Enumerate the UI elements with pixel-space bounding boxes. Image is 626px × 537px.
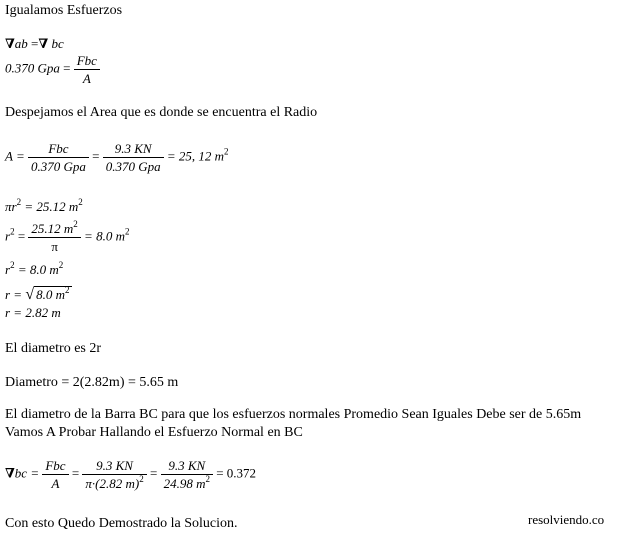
eq-lhs: 0.370 Gpa bbox=[5, 60, 60, 76]
equation-r-sqrt bbox=[5, 286, 72, 303]
fraction-numerator: 9.3 KN bbox=[82, 458, 146, 475]
eq-sign: = bbox=[68, 465, 83, 481]
fraction-numerator: Fbc bbox=[28, 141, 89, 158]
equation-r2 bbox=[5, 262, 63, 278]
fraction-numerator: Fbc bbox=[42, 458, 68, 475]
exponent: 2 bbox=[205, 474, 210, 484]
eq-lhs: πr bbox=[5, 199, 17, 214]
exponent: 2 bbox=[124, 226, 130, 237]
fraction-denominator bbox=[82, 475, 146, 491]
exponent: 2 bbox=[16, 197, 22, 207]
fraction-numerator bbox=[28, 221, 80, 238]
eq-sign: = bbox=[146, 465, 161, 481]
fraction-numerator: 9.3 KN bbox=[161, 458, 213, 475]
exponent: 2 bbox=[58, 260, 64, 270]
fraction bbox=[103, 141, 164, 174]
denominator-value: π·(2.82 m) bbox=[85, 476, 140, 491]
exponent: 2 bbox=[139, 474, 144, 484]
eq-rhs: = 0.372 bbox=[212, 465, 257, 481]
eq-var: bc bbox=[48, 36, 64, 51]
eq-rhs: = 8.0 m bbox=[14, 262, 59, 277]
eq-lhs: r bbox=[5, 228, 11, 244]
exponent: 2 bbox=[10, 226, 15, 237]
fraction-denominator: 0.370 Gpa bbox=[30, 159, 86, 174]
paragraph-diametro: El diametro es 2r bbox=[5, 341, 102, 356]
equation-stress-bc bbox=[5, 458, 256, 491]
exponent: 2 bbox=[10, 260, 15, 270]
fraction bbox=[28, 141, 89, 174]
exponent: 2 bbox=[73, 219, 78, 229]
fraction bbox=[28, 221, 80, 254]
paragraph-final: Con esto Quedo Demostrado la Solucion. bbox=[5, 516, 238, 531]
equation-gpa bbox=[5, 53, 100, 86]
denominator-value: 24.98 m bbox=[163, 476, 206, 491]
equation-r2-fraction bbox=[5, 221, 129, 254]
fraction bbox=[82, 458, 146, 491]
watermark-text: resolviendo.co bbox=[528, 512, 605, 527]
equation-area bbox=[5, 141, 229, 174]
nabla-symbol: ∇ bbox=[38, 36, 49, 51]
eq-rhs: = 25.12 m bbox=[21, 199, 79, 214]
fraction-denominator: A bbox=[51, 476, 60, 491]
paragraph-conclusion-line2: Vamos A Probar Hallando el Esfuerzo Normal en BC bbox=[5, 425, 303, 440]
eq-lhs: r bbox=[5, 262, 11, 277]
paragraph-despejamos: Despejamos el Area que es donde se encuentra el Radio bbox=[5, 105, 318, 120]
fraction bbox=[74, 53, 100, 86]
nabla-symbol: ∇ bbox=[5, 465, 15, 481]
equation-pi-r2 bbox=[5, 199, 83, 215]
eq-var: ab bbox=[14, 36, 28, 51]
eq-lhs: bc = bbox=[14, 465, 43, 481]
eq-rhs: = 8.0 m bbox=[80, 228, 125, 244]
fraction-denominator: 0.370 Gpa bbox=[105, 159, 161, 174]
eq-text: r = 2.82 m bbox=[5, 305, 61, 320]
eq-lhs: r = bbox=[5, 287, 26, 302]
radicand bbox=[34, 286, 71, 303]
radical-icon: √ bbox=[25, 286, 35, 303]
fraction-numerator: Fbc bbox=[74, 53, 100, 70]
fraction-numerator: 9.3 KN bbox=[103, 141, 164, 158]
eq-sign: = bbox=[14, 228, 29, 244]
eq-sign: = bbox=[59, 60, 74, 76]
exponent: 2 bbox=[224, 146, 229, 157]
exponent: 2 bbox=[78, 197, 83, 207]
eq-rhs: = 25, 12 m bbox=[163, 148, 225, 164]
fraction bbox=[161, 458, 213, 491]
exponent: 2 bbox=[65, 285, 70, 295]
fraction bbox=[42, 458, 68, 491]
fraction-denominator: A bbox=[82, 71, 91, 86]
equation-r-value bbox=[5, 305, 61, 321]
paragraph-diametro-calc: Diametro = 2(2.82m) = 5.65 m bbox=[5, 375, 179, 390]
eq-sign: = bbox=[27, 36, 39, 51]
fraction-denominator: π bbox=[51, 239, 58, 254]
paragraph-conclusion-line1: El diametro de la Barra BC para que los esfuerzos normales Promedio Sean Iguales Debe ser de 5.65m bbox=[5, 407, 582, 422]
nabla-symbol: ∇ bbox=[5, 36, 15, 51]
radicand-value: 8.0 m bbox=[36, 287, 66, 302]
eq-sign: = bbox=[88, 148, 103, 164]
equation-stress-equality bbox=[5, 36, 64, 52]
fraction-denominator bbox=[161, 475, 213, 491]
heading-igualamos: Igualamos Esfuerzos bbox=[5, 3, 123, 18]
eq-lhs: A = bbox=[5, 148, 28, 164]
numerator-value: 25.12 m bbox=[31, 221, 74, 236]
